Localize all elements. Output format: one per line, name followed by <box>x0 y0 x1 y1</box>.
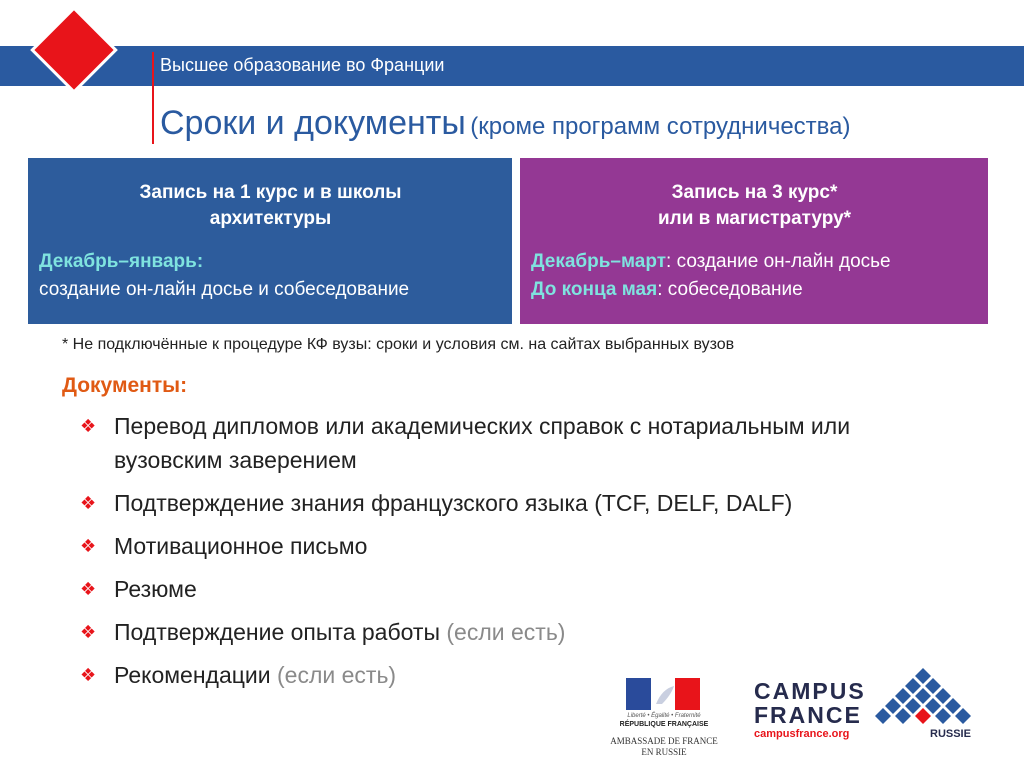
first-year-heading <box>39 180 502 232</box>
page-title-sub: (кроме программ сотрудничества) <box>470 113 851 140</box>
diamond-bullet-icon: ❖ <box>80 622 97 642</box>
header-subtitle: Высшее образование во Франции <box>160 55 445 75</box>
list-item-text: Мотивационное письмо <box>114 533 368 559</box>
third-year-text2: : собеседование <box>657 279 803 300</box>
third-year-heading-line2: или в магистратуру* <box>657 208 852 229</box>
diamond-bullet-icon: ❖ <box>80 416 97 436</box>
list-item <box>80 572 960 606</box>
campus-france-word1: CAMPUS <box>754 678 866 704</box>
campus-france-diamond-grid-icon <box>870 666 976 732</box>
embassy-logo <box>604 676 724 756</box>
third-year-body <box>531 248 978 304</box>
diamond-bullet-icon: ❖ <box>80 665 97 685</box>
third-year-period2: До конца мая <box>531 279 658 300</box>
embassy-motto: Liberté • Égalité • Fraternité <box>627 713 701 719</box>
documents-title: Документы: <box>62 374 188 397</box>
third-year-row2 <box>531 276 978 304</box>
list-item <box>80 529 960 563</box>
list-item-text: Подтверждение знания французского языка (TCF, DELF, DALF) <box>114 490 793 516</box>
list-item <box>80 615 960 649</box>
embassy-republic: RÉPUBLIQUE FRANÇAISE <box>619 721 709 728</box>
third-year-period1: Декабрь–март <box>531 251 667 272</box>
campus-france-url: campusfrance.org <box>754 728 850 740</box>
campus-france-word2: FRANCE <box>754 702 862 728</box>
first-year-period: Декабрь–январь: <box>39 251 204 272</box>
list-item <box>80 409 960 477</box>
first-year-body <box>39 248 502 304</box>
footnote: * Не подключённые к процедуре КФ вузы: сроки и условия см. на сайтах выбранных вузов <box>62 336 735 353</box>
page-title-main: Сроки и документы <box>160 104 466 142</box>
first-year-heading-line2: архитектуры <box>209 208 332 229</box>
third-year-enrollment-box <box>520 158 988 324</box>
documents-list <box>80 409 960 701</box>
list-item-text: Резюме <box>114 576 197 602</box>
diamond-bullet-icon: ❖ <box>80 493 97 513</box>
list-item-text: Перевод дипломов или академических справок с нотариальным или вузовским заверением <box>114 413 851 473</box>
list-item-text: Рекомендации (если есть) <box>114 662 397 688</box>
third-year-heading <box>531 180 978 232</box>
french-republic-flag-icon <box>626 678 700 710</box>
first-year-enrollment-box <box>28 158 512 324</box>
first-year-text: создание он-лайн досье и собеседование <box>39 279 410 300</box>
third-year-row1 <box>531 248 978 276</box>
campus-france-logo <box>748 664 998 744</box>
campus-france-country: RUSSIE <box>930 728 971 740</box>
title-divider <box>152 52 154 144</box>
diamond-bullet-icon: ❖ <box>80 536 97 556</box>
third-year-heading-line1: Запись на 3 курс* <box>671 182 838 203</box>
list-item-text: Подтверждение опыта работы (если есть) <box>114 619 566 645</box>
page-title <box>160 104 850 143</box>
first-year-heading-line1: Запись на 1 курс и в школы <box>139 182 402 203</box>
diamond-bullet-icon: ❖ <box>80 579 97 599</box>
list-item <box>80 486 960 520</box>
third-year-text1: : создание он-лайн досье <box>666 251 891 272</box>
embassy-name: AMBASSADE DE FRANCE EN RUSSIE <box>610 736 718 757</box>
